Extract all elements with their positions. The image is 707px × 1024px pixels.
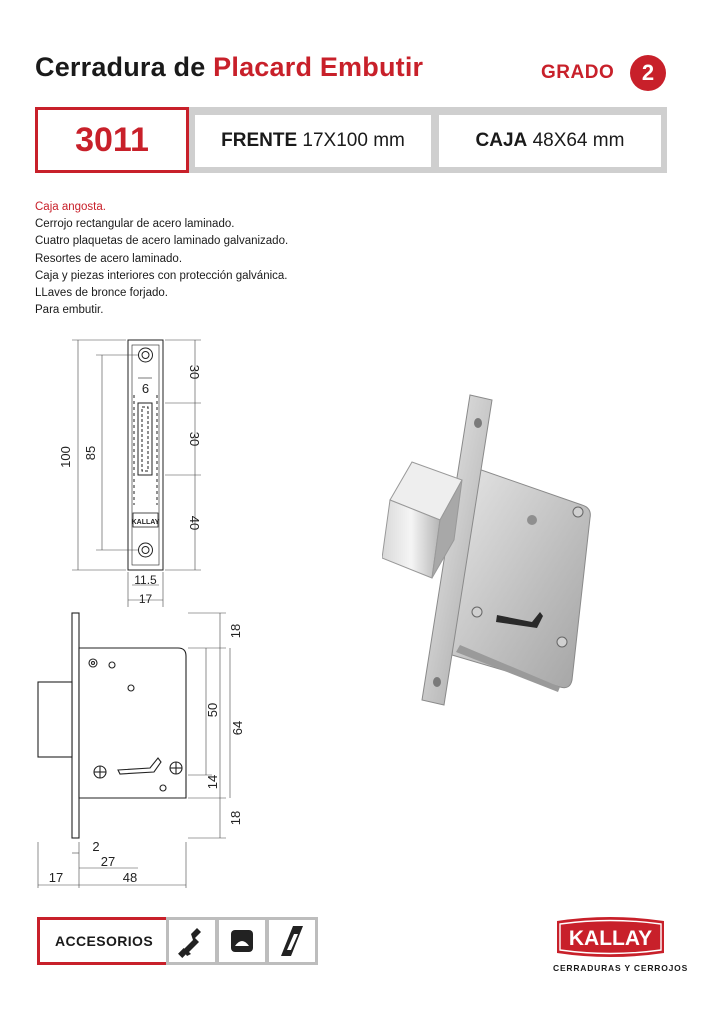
frente-label: FRENTE [221,130,298,151]
kallay-logo [553,915,668,959]
dim-11-5: 11.5 [134,573,157,587]
model-number: 3011 [75,121,149,159]
description-line: Caja y piezas interiores con protección galvánica. [35,269,288,282]
dim-18-bottom: 18 [228,810,243,826]
accesorios-box [37,917,171,965]
accessory-key-box [166,917,218,965]
dim-14: 14 [205,774,220,790]
dim-64: 64 [230,720,245,736]
caja-value: 48X64 mm [532,130,625,151]
dim-27: 27 [100,854,116,869]
description-line: Para embutir. [35,304,104,317]
dim-100: 100 [58,446,73,468]
title-part1: Cerradura de [35,52,214,82]
model-box [35,107,189,173]
grado-label: GRADO [541,62,615,83]
accessory-strike-box [266,917,318,965]
description-line: Cerrojo rectangular de acero laminado. [35,218,235,231]
description-line: Caja angosta. [35,201,106,213]
dim-50: 50 [205,702,220,718]
dim-30-mid: 30 [187,431,202,447]
frente-spec [195,115,431,167]
strike-plate-icon [269,920,315,962]
front-plate-drawing [50,335,220,610]
escutcheon-icon [219,920,265,962]
accesorios-label: ACCESORIOS [54,933,154,949]
brand-tagline: CERRADURAS Y CERROJOS [553,963,689,973]
description-line: Cuatro plaquetas de acero laminado galvanizado. [35,235,289,248]
dim-85: 85 [83,445,98,461]
dim-18-top: 18 [228,623,243,639]
frente-value: 17X100 mm [302,130,405,151]
brand-name: KALLAY [568,927,653,950]
dim-17-side: 17 [48,870,64,885]
caja-label: CAJA [475,130,528,151]
key-icon [169,920,215,962]
grado-badge: 2 [630,55,666,91]
dim-48: 48 [122,870,138,885]
plate-logo-text: KALLAY [131,519,160,526]
caja-spec [439,115,661,167]
page-title [35,52,423,83]
description-list [35,199,288,319]
dim-40: 40 [187,515,202,531]
accessory-escutcheon-box [216,917,268,965]
lock-product-image [382,390,607,715]
title-part2: Placard Embutir [213,52,424,82]
description-line: Resortes de acero laminado. [35,252,183,265]
dim-17: 17 [138,592,153,606]
dim-2: 2 [92,839,100,854]
description-line: LLaves de bronce forjado. [35,287,168,300]
dim-30-top: 30 [187,364,202,380]
side-body-drawing [30,610,255,895]
dim-6: 6 [141,381,150,396]
